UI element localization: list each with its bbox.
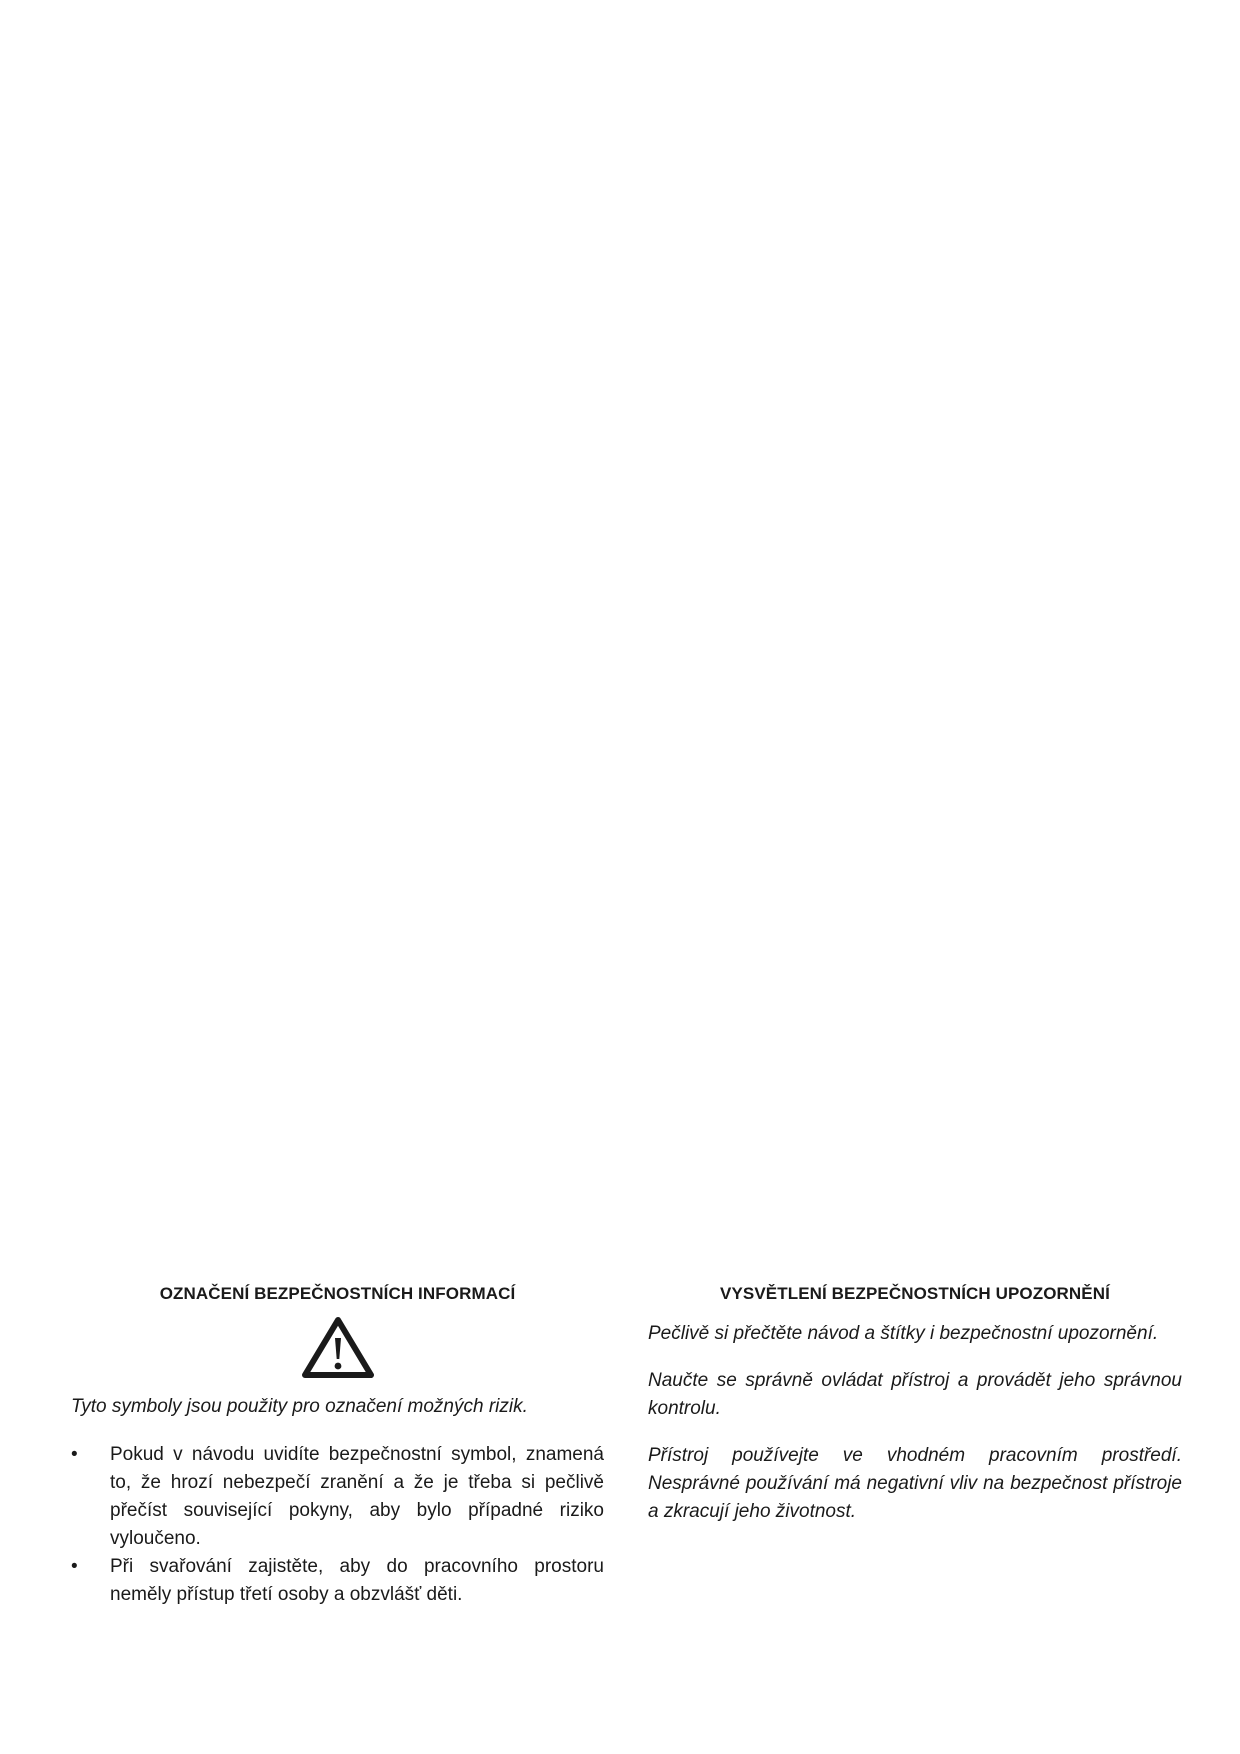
bullet-marker: •	[71, 1444, 78, 1465]
section-heading-safety-warnings: VYSVĚTLENÍ BEZPEČNOSTNÍCH UPOZORNĚNÍ	[720, 1284, 1110, 1303]
warning-triangle-icon	[302, 1316, 374, 1378]
section-heading-safety-info: OZNAČENÍ BEZPEČNOSTNÍCH INFORMACÍ	[159, 1284, 516, 1303]
safety-warnings-section	[648, 1282, 1182, 1526]
safety-info-section	[71, 1282, 604, 1609]
paragraph: Naučte se správně ovládat přístroj a provádět jeho správnou kontrolu.	[648, 1370, 1182, 1419]
safety-bullet-list	[71, 1441, 604, 1609]
intro-text: Tyto symboly jsou použity pro označení možných rizik.	[71, 1396, 528, 1417]
paragraph: Pečlivě si přečtěte návod a štítky i bezpečnostní upozornění.	[648, 1323, 1159, 1344]
paragraph: Přístroj používejte ve vhodném pracovním prostředí. Nesprávné používání má negativní vliv na bezpečnost přístroje a zkracují jeho životnost.	[648, 1445, 1182, 1522]
list-item	[71, 1441, 604, 1553]
warning-symbol	[71, 1316, 604, 1378]
bullet-text: Pokud v návodu uvidíte bezpečnostní symbol, znamená to, že hrozí nebezpečí zranění a že je třeba si pečlivě přečíst související pokyny, aby bylo případné riziko vyloučeno.	[110, 1444, 604, 1549]
bullet-marker: •	[71, 1556, 78, 1577]
bullet-text: Při svařování zajistěte, aby do pracovního prostoru neměly přístup třetí osoby a obzvlášť děti.	[110, 1556, 604, 1605]
list-item	[71, 1553, 604, 1609]
